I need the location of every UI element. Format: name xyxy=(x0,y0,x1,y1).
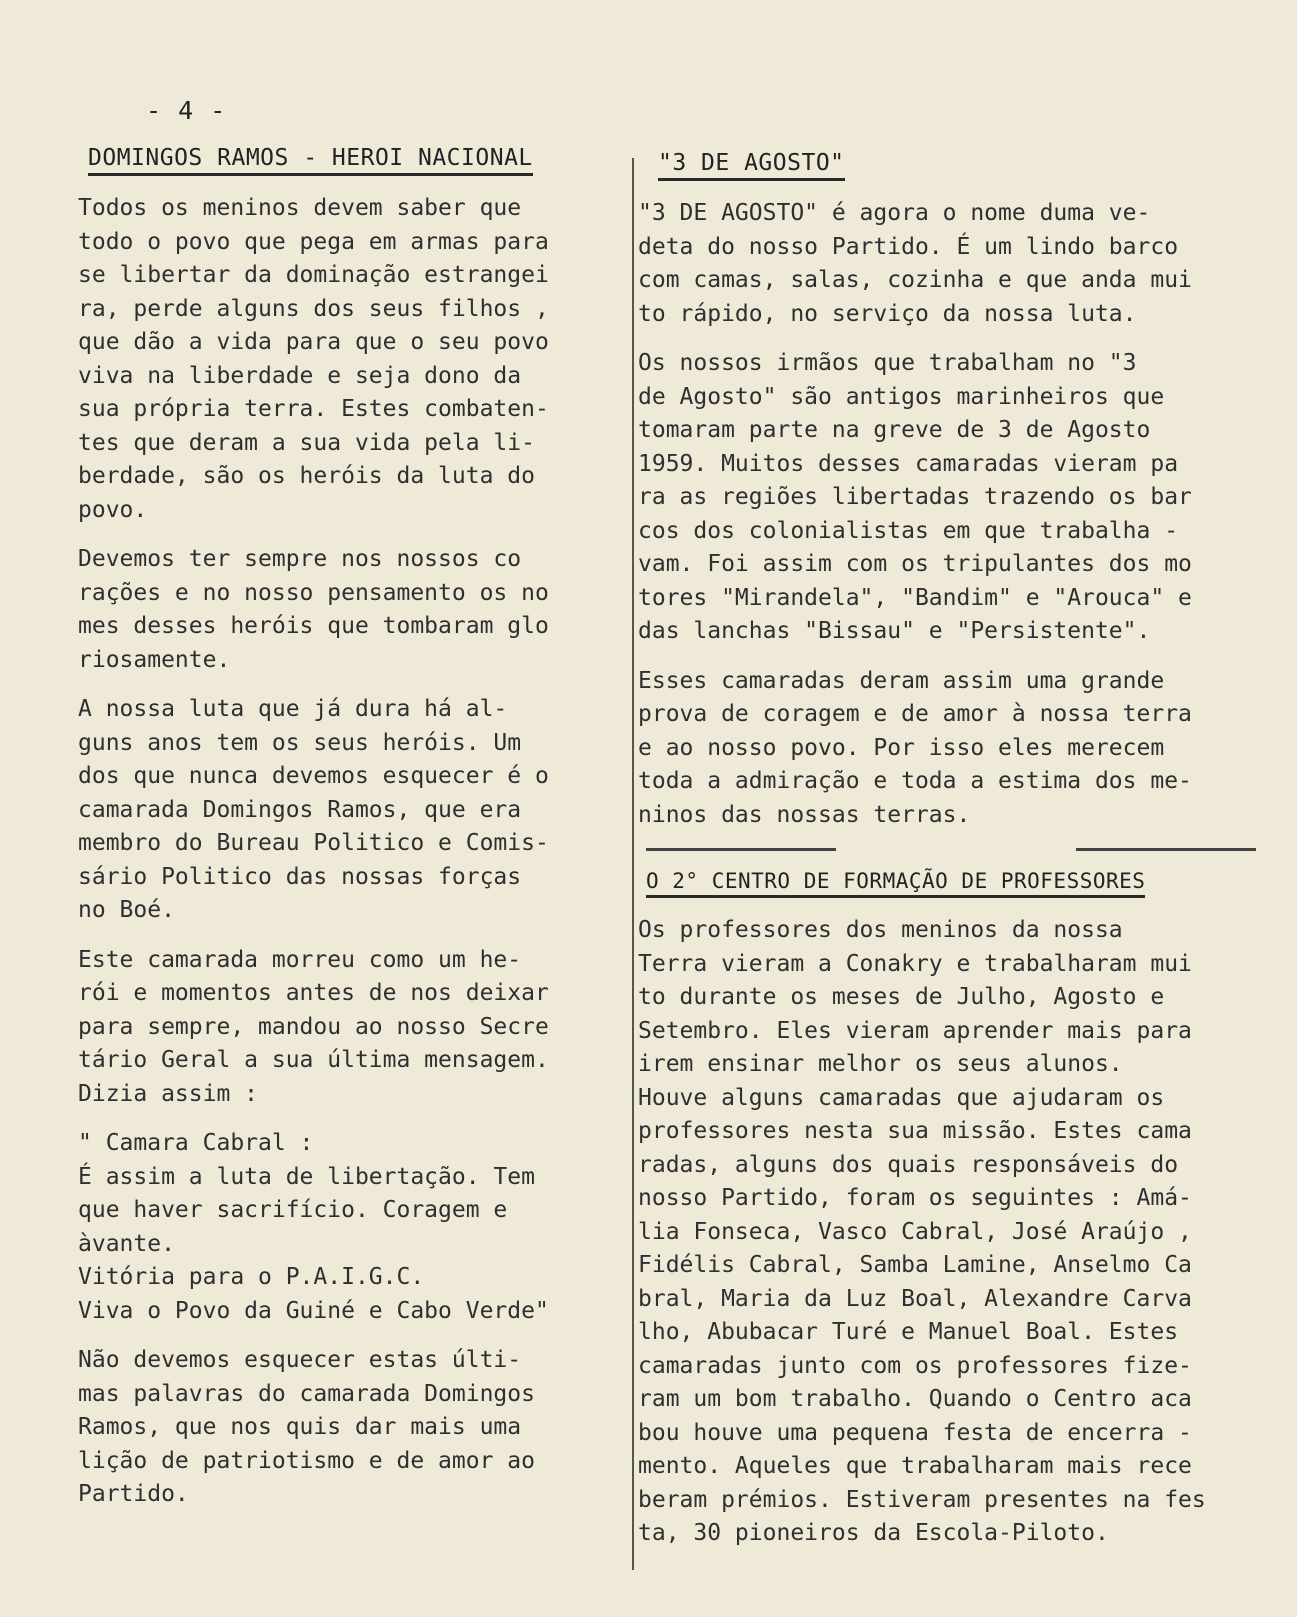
article-paragraph: A nossa luta que já dura há al- guns anos tem os seus heróis. Um dos que nunca devemos esquecer é o camarada Domingos Ramos, que era membro do Bureau Politico e Comis- sário Politico das nossas forças no Boé. xyxy=(78,696,549,923)
article-paragraph: Não devemos esquecer estas últi- mas palavras do camarada Domingos Ramos, que nos quis dar mais uma lição de patriotismo e de amor ao Partido. xyxy=(78,1347,535,1507)
right-column xyxy=(638,150,1278,1567)
article-paragraph: Este camarada morreu como um he- rói e momentos antes de nos deixar para sempre, mandou ao nosso Secre tário Geral a sua última mensagem. Dizia assim : xyxy=(78,946,549,1107)
article-paragraph: Os professores dos meninos da nossa Terra vieram a Conakry e trabalharam mui to durante os meses de Julho, Agosto e Setembro. Eles vieram aprender mais para irem ensinar melhor os seus alunos. Houve alguns camaradas que ajudaram os professores nesta sua missão. Estes cama radas, alguns dos quais responsáveis do nosso Partido, foram os seguintes : Amá- lia Fonseca, Vasco Cabral, José Araújo , Fidélis Cabral, Samba Lamine, Anselmo Ca bral, Maria da Luz Boal, Alexandre Carva lho, Abubacar Turé e Manuel Boal. Estes camaradas junto com os professores fize- ram um bom trabalho. Quando o Centro aca bou houve uma pequena festa de encerra - mento. Aqueles que trabalharam mais rece beram prémios. Estiveram presentes na fes ta, 30 pioneiros da Escola-Piloto. xyxy=(638,917,1206,1546)
page-number: - 4 - xyxy=(146,96,227,125)
column-divider xyxy=(632,158,634,1570)
article-paragraph: Esses camaradas deram assim uma grande prova de coragem e de amor à nossa terra e ao nosso povo. Por isso eles merecem toda a admiração e toda a estima dos me- ninos das nossas terras. xyxy=(638,667,1192,828)
section-separator xyxy=(646,848,1256,851)
article-paragraph: Devemos ter sempre nos nossos co rações e no nosso pensamento os no mes desses heróis que tombaram glo riosamente. xyxy=(78,546,549,673)
last-message-quote: " Camara Cabral : É assim a luta de libertação. Tem que haver sacrifício. Coragem e àvante. Vitória para o P.A.I.G.C. Viva o Povo da Guiné e Cabo Verde" xyxy=(78,1130,549,1324)
article-title-3-de-agosto: "3 DE AGOSTO" xyxy=(658,150,845,181)
article-title-centro-formacao: O 2° CENTRO DE FORMAÇÃO DE PROFESSORES xyxy=(646,869,1145,898)
left-column xyxy=(78,145,626,1528)
article-paragraph: "3 DE AGOSTO" é agora o nome duma ve- deta do nosso Partido. É um lindo barco com camas, salas, cozinha e que anda mui to rápido, no serviço da nossa luta. xyxy=(638,200,1192,327)
article-title-domingos-ramos: DOMINGOS RAMOS - HEROI NACIONAL xyxy=(88,145,533,176)
article-paragraph: Os nossos irmãos que trabalham no "3 de Agosto" são antigos marinheiros que tomaram parte na greve de 3 de Agosto 1959. Muitos desses camaradas vieram pa ra as regiões libertadas trazendo os bar cos dos colonialistas em que trabalha - vam. Foi assim com os tripulantes dos mo tores "Mirandela", "Bandim" e "Arouca" e das lanchas "Bissau" e "Persistente". xyxy=(638,350,1192,644)
article-paragraph: Todos os meninos devem saber que todo o povo que pega em armas para se libertar da dominação estrangei ra, perde alguns dos seus filhos , que dão a vida para que o seu povo viva na liberdade e seja dono da sua própria terra. Estes combaten- tes que deram a sua vida pela li- berdade, são os heróis da luta do povo. xyxy=(78,195,549,523)
